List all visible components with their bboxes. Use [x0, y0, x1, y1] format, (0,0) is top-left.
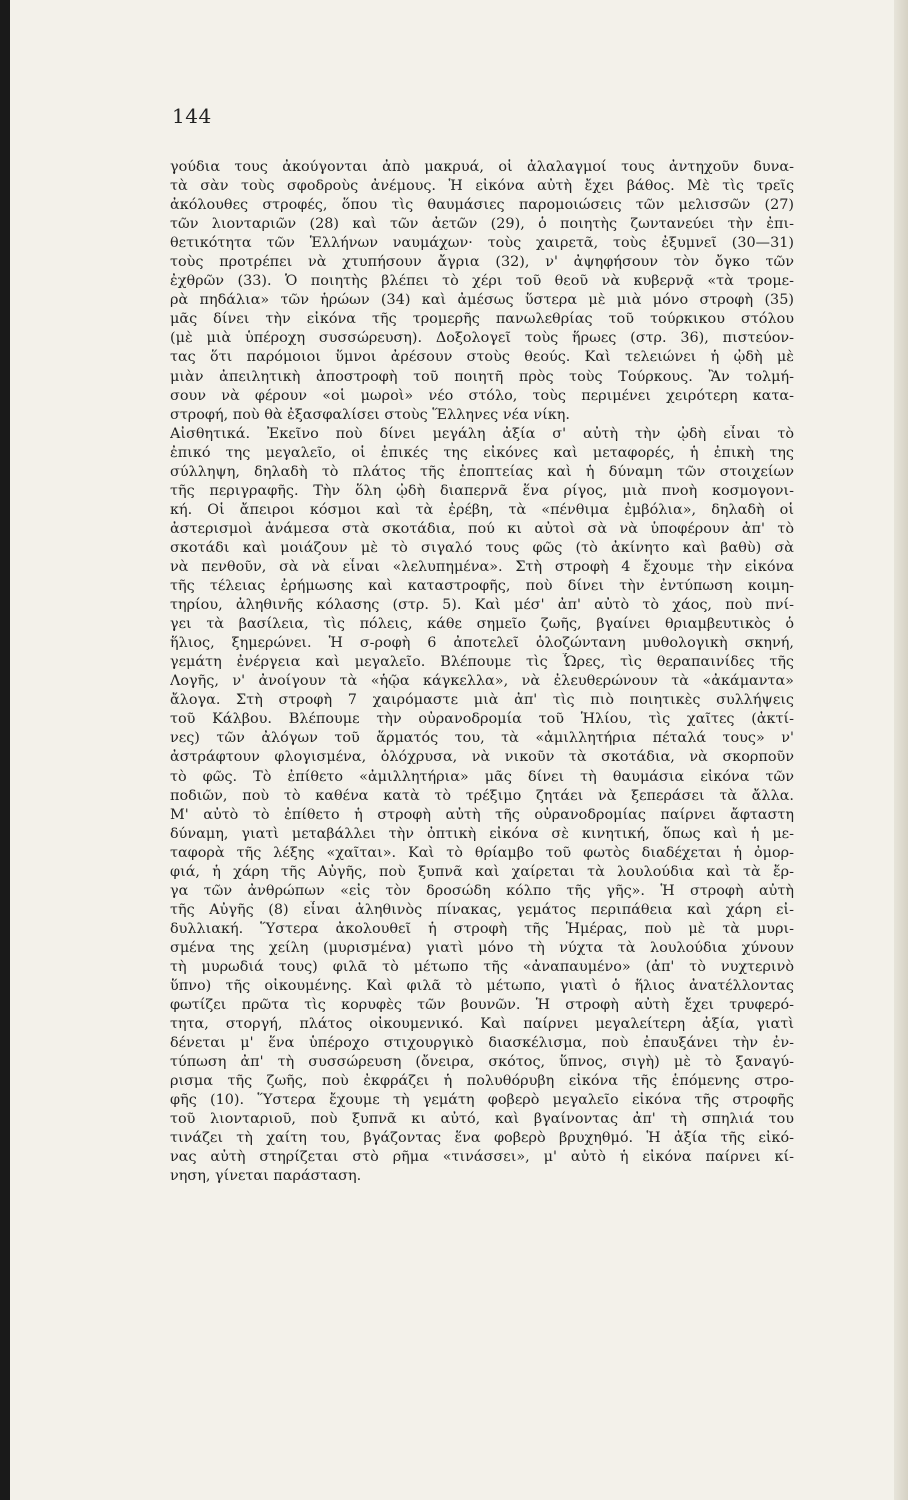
text-line: τοῦ λιονταριοῦ, ποὺ ξυπνᾶ κι αὐτό, καὶ βγαίνοντας ἀπ' τὴ σπηλιά του [170, 1111, 794, 1128]
text-line: σύλληψη, δηλαδὴ τὸ πλάτος τῆς ἐποπτείας καὶ ἡ δύναμη τῶν στοιχείων [170, 463, 794, 480]
text-line: νὰ πενθοῦν, σὰ νὰ εἶναι «λελυπημένα». Στὴ στροφὴ 4 ἔχουμε τὴν εἰκόνα [170, 558, 794, 575]
body-text [170, 158, 794, 1187]
text-line: τῆς Αὐγῆς (8) εἶναι ἀληθινὸς πίνακας, γεμάτος περιπάθεια καὶ χάρη εἰ- [170, 901, 794, 918]
text-line: στροφή, ποὺ θὰ ἐξασφαλίσει στοὺς Ἕλληνες νέα νίκη. [170, 406, 570, 423]
text-line: τύπωση ἀπ' τὴ συσσώρευση (ὄνειρα, σκότος, ὕπνος, σιγὴ) μὲ τὸ ξαναγύ- [170, 1054, 794, 1071]
text-line: τηρίου, ἀληθινῆς κόλασης (στρ. 5). Καὶ μέσ' ἀπ' αὐτὸ τὸ χάος, ποὺ πνί- [170, 597, 794, 614]
text-line: τοὺς προτρέπει νὰ χτυπήσουν ἄγρια (32), ν' ἀψηφήσουν τὸν ὄγκο τῶν [170, 254, 794, 271]
text-line: τητα, στοργή, πλάτος οἰκουμενικό. Καὶ παίρνει μεγαλείτερη ἀξία, γιατὶ [170, 1016, 794, 1033]
text-line: ἄλογα. Στὴ στροφὴ 7 χαιρόμαστε μιὰ ἀπ' τὶς πιὸ ποιητικὲς συλλήψεις [170, 692, 794, 709]
scan-left-edge [0, 0, 10, 1500]
text-line: σμένα της χείλη (μυρισμένα) γιατὶ μόνο τὴ νύχτα τὰ λουλούδια χύνουν [170, 939, 794, 956]
text-line: τῆς περιγραφῆς. Τὴν ὅλη ᾠδὴ διαπερνᾶ ἕνα ρίγος, μιὰ πνοὴ κοσμογονι- [170, 482, 794, 499]
text-line: δυλλιακή. Ὕστερα ἀκολουθεῖ ἡ στροφὴ τῆς Ἡμέρας, ποὺ μὲ τὰ μυρι- [170, 920, 794, 937]
text-line: (μὲ μιὰ ὑπέροχη συσσώρευση). Δοξολογεῖ τοὺς ἥρωες (στρ. 36), πιστεύον- [170, 330, 794, 347]
text-line: νηση, γίνεται παράσταση. [170, 1168, 362, 1185]
text-line: τὸ φῶς. Τὸ ἐπίθετο «ἀμιλλητήρια» μᾶς δίνει τὴ θαυμάσια εἰκόνα τῶν [170, 768, 794, 785]
text-line: ρὰ πηδάλια» τῶν ἡρώων (34) καὶ ἀμέσως ὕστερα μὲ μιὰ μόνο στροφὴ (35) [170, 292, 794, 309]
text-line: τὰ σὰν τοὺς σφοδροὺς ἀνέμους. Ἡ εἰκόνα αὐτὴ ἔχει βάθος. Μὲ τὶς τρεῖς [170, 178, 794, 195]
page-number: 144 [172, 104, 212, 128]
text-line: Λογῆς, ν' ἀνοίγουν τὰ «ἡῷα κάγκελλα», νὰ ἐλευθερώνουν τὰ «ἀκάμαντα» [170, 673, 794, 690]
text-line: τινάζει τὴ χαίτη του, βγάζοντας ἕνα φοβερὸ βρυχηθμό. Ἡ ἀξία τῆς εἰκό- [170, 1130, 794, 1147]
text-line: ρισμα τῆς ζωῆς, ποὺ ἐκφράζει ἡ πολυθόρυβη εἰκόνα τῆς ἑπόμενης στρο- [170, 1073, 794, 1090]
text-line: νες) τῶν ἀλόγων τοῦ ἅρματός του, τὰ «ἀμιλλητήρια πέταλά τους» ν' [170, 730, 794, 747]
text-line: ἀστερισμοὶ ἀνάμεσα στὰ σκοτάδια, πού κι αὐτοὶ σὰ νὰ ὑποφέρουν ἀπ' τὸ [170, 520, 794, 537]
text-line: κή. Οἱ ἄπειροι κόσμοι καὶ τὰ ἐρέβη, τὰ «πένθιμα ἐμβόλια», δηλαδὴ οἱ [170, 501, 794, 518]
text-line: ὕπνο) τῆς οἰκουμένης. Καὶ φιλᾶ τὸ μέτωπο, γιατὶ ὁ ἥλιος ἀνατέλλοντας [170, 978, 794, 995]
text-line: γα τῶν ἀνθρώπων «εἰς τὸν δροσώδη κόλπο τῆς γῆς». Ἡ στροφὴ αὐτὴ [170, 882, 794, 899]
text-line: τας ὅτι παρόμοιοι ὕμνοι ἀρέσουν στοὺς θεούς. Καὶ τελειώνει ἡ ᾠδὴ μὲ [170, 349, 794, 366]
text-line: ἐπικό της μεγαλεῖο, οἱ ἐπικές της εἰκόνες καὶ μεταφορές, ἡ ἐπικὴ της [170, 444, 794, 461]
text-line: μᾶς δίνει τὴν εἰκόνα τῆς τρομερῆς πανωλεθρίας τοῦ τούρκικου στόλου [170, 311, 794, 328]
text-line: γεμάτη ἐνέργεια καὶ μεγαλεῖο. Βλέπουμε τὶς Ὧρες, τὶς θεραπαινίδες τῆς [170, 654, 794, 671]
text-line: ἀστράφτουν φλογισμένα, ὁλόχρυσα, νὰ νικοῦν τὰ σκοτάδια, νὰ σκορποῦν [170, 749, 794, 766]
text-line: νας αὐτὴ στηρίζεται στὸ ρῆμα «τινάσσει», μ' αὐτὸ ἡ εἰκόνα παίρνει κί- [170, 1149, 794, 1166]
text-line: ἥλιος, ξημερώνει. Ἡ σ-ροφὴ 6 ἀποτελεῖ ὁλοζώντανη μυθολογικὴ σκηνή, [170, 635, 794, 652]
page-right-edge [894, 0, 908, 1500]
text-line: δύναμη, γιατὶ μεταβάλλει τὴν ὀπτικὴ εἰκόνα σὲ κινητική, ὅπως καὶ ἡ με- [170, 825, 794, 842]
text-line: γούδια τους ἀκούγονται ἀπὸ μακρυά, οἱ ἀλαλαγμοί τους ἀντηχοῦν δυνα- [170, 159, 794, 175]
text-line: τῆς τέλειας ἐρήμωσης καὶ καταστροφῆς, ποὺ δίνει τὴν ἐντύπωση κοιμη- [170, 578, 794, 595]
text-line: φωτίζει πρῶτα τὶς κορυφὲς τῶν βουνῶν. Ἡ στροφὴ αὐτὴ ἔχει τρυφερό- [170, 997, 794, 1014]
text-line: τῶν λιονταριῶν (28) καὶ τῶν ἀετῶν (29), ὁ ποιητὴς ζωντανεύει τὴν ἐπι- [170, 216, 794, 233]
text-line: Μ' αὐτὸ τὸ ἐπίθετο ἡ στροφὴ αὐτὴ τῆς οὐρανοδρομίας παίρνει ἄφταστη [170, 806, 794, 823]
text-line: ποδιῶν, ποὺ τὸ καθένα κατὰ τὸ τρέξιμο ζητάει νὰ ξεπεράσει τὰ ἄλλα. [170, 787, 794, 804]
text-line: σκοτάδι καὶ μοιάζουν μὲ τὸ σιγαλό τους φῶς (τὸ ἀκίνητο καὶ βαθὺ) σὰ [170, 539, 794, 556]
text-line: σουν νὰ φέρουν «οἱ μωροὶ» νέο στόλο, τοὺς περιμένει χειρότερη κατα- [170, 387, 794, 404]
text-line: ἐχθρῶν (33). Ὁ ποιητὴς βλέπει τὸ χέρι τοῦ θεοῦ νὰ κυβερνᾷ «τὰ τρομε- [170, 273, 794, 290]
text-line: φιά, ἡ χάρη τῆς Αὐγῆς, ποὺ ξυπνᾶ καὶ χαίρεται τὰ λουλούδια καὶ τὰ ἔρ- [170, 863, 794, 880]
text-line: μιὰν ἀπειλητικὴ ἀποστροφὴ τοῦ ποιητῆ πρὸς τοὺς Τούρκους. Ἂν τολμή- [170, 368, 794, 385]
text-line: δένεται μ' ἕνα ὑπέροχο στιχουργικὸ διασκέλισμα, ποὺ ἐπαυξάνει τὴν ἐν- [170, 1035, 794, 1052]
text-line: τοῦ Κάλβου. Βλέπουμε τὴν οὐρανοδρομία τοῦ Ἡλίου, τὶς χαῖτες (ἀκτί- [170, 711, 794, 728]
text-line: ταφορὰ τῆς λέξης «χαῖται». Καὶ τὸ θρίαμβο τοῦ φωτὸς διαδέχεται ἡ ὀμορ- [170, 844, 794, 861]
text-line: θετικότητα τῶν Ἑλλήνων ναυμάχων· τοὺς χαιρετᾶ, τοὺς ἐξυμνεῖ (30—31) [170, 235, 794, 252]
text-line: Αἰσθητικά. Ἐκεῖνο ποὺ δίνει μεγάλη ἀξία σ' αὐτὴ τὴν ᾠδὴ εἶναι τὸ [170, 425, 794, 442]
text-line: τὴ μυρωδιά τους) φιλᾶ τὸ μέτωπο τῆς «ἀναπαυμένο» (ἀπ' τὸ νυχτερινὸ [170, 958, 794, 975]
text-line: ἀκόλουθες στροφές, ὅπου τὶς θαυμάσιες παρομοιώσεις τῶν μελισσῶν (27) [170, 197, 794, 214]
text-line: γει τὰ βασίλεια, τὶς πόλεις, κάθε σημεῖο ζωῆς, βγαίνει θριαμβευτικὸς ὁ [170, 616, 794, 633]
text-line: φῆς (10). Ὕστερα ἔχουμε τὴ γεμάτη φοβερὸ μεγαλεῖο εἰκόνα τῆς στροφῆς [170, 1092, 794, 1109]
